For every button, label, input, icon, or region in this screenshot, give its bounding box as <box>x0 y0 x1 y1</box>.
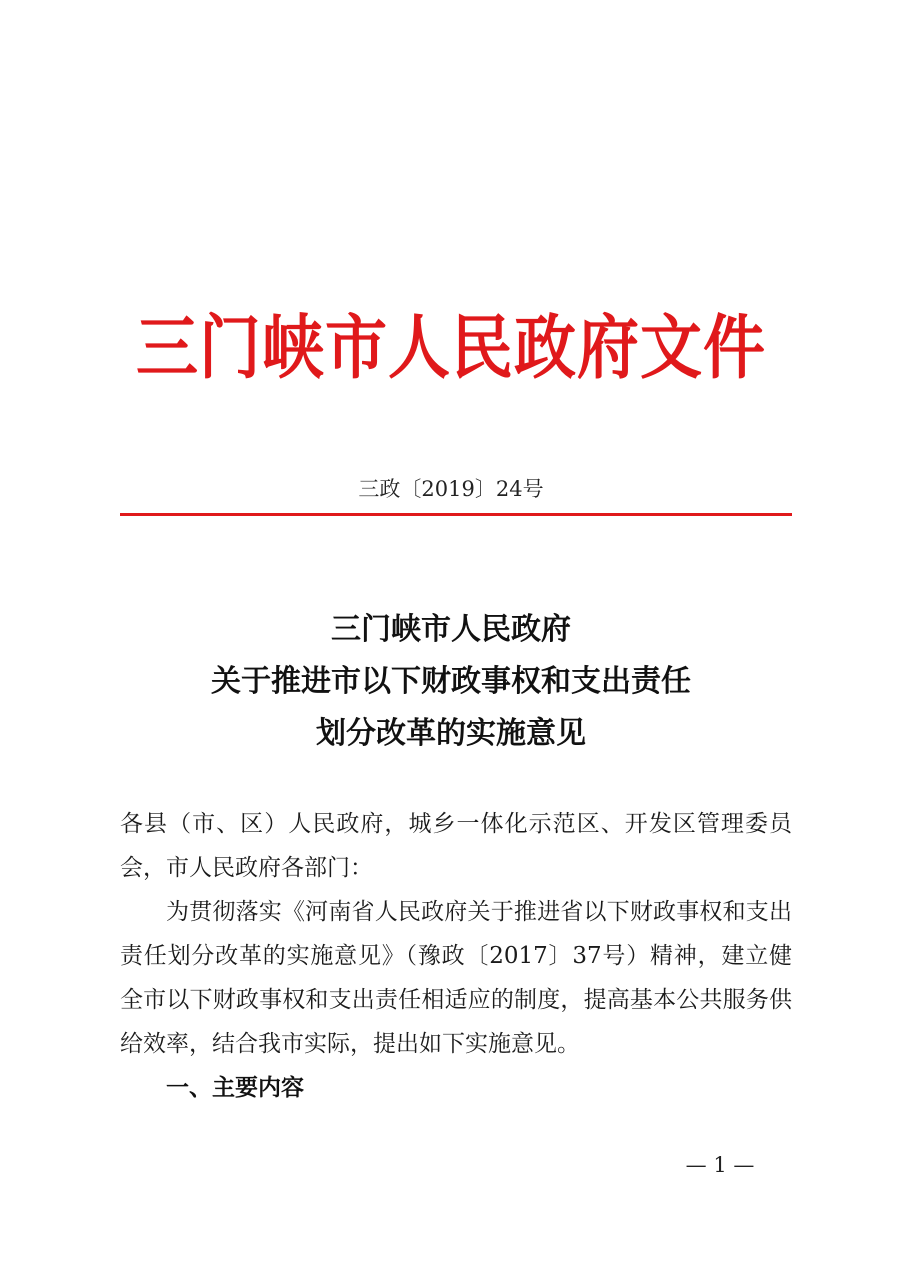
title-line-3: 划分改革的实施意见 <box>316 716 586 751</box>
red-separator-line <box>120 513 792 516</box>
red-header-title: 三门峡市人民政府文件 <box>135 306 766 389</box>
body-paragraph: 为贯彻落实《河南省人民政府关于推进省以下财政事权和支出责任划分改革的实施意见》（豫政〔2017〕37号）精神，建立健全市以下财政事权和支出责任相适应的制度，提高基本公共服务供给效率，结合我市实际，提出如下实施意见。 <box>120 899 792 1057</box>
document-number: 三政〔2019〕24号 <box>358 477 544 501</box>
title-line-1: 三门峡市人民政府 <box>331 612 571 647</box>
document-title <box>0 604 902 760</box>
document-body <box>120 802 792 1110</box>
section-heading: 一、主要内容 <box>166 1075 304 1101</box>
salutation: 各县（市、区）人民政府，城乡一体化示范区、开发区管理委员会，市人民政府各部门： <box>120 811 792 881</box>
page-number: — 1 — <box>685 1153 755 1177</box>
title-line-2: 关于推进市以下财政事权和支出责任 <box>211 664 691 699</box>
